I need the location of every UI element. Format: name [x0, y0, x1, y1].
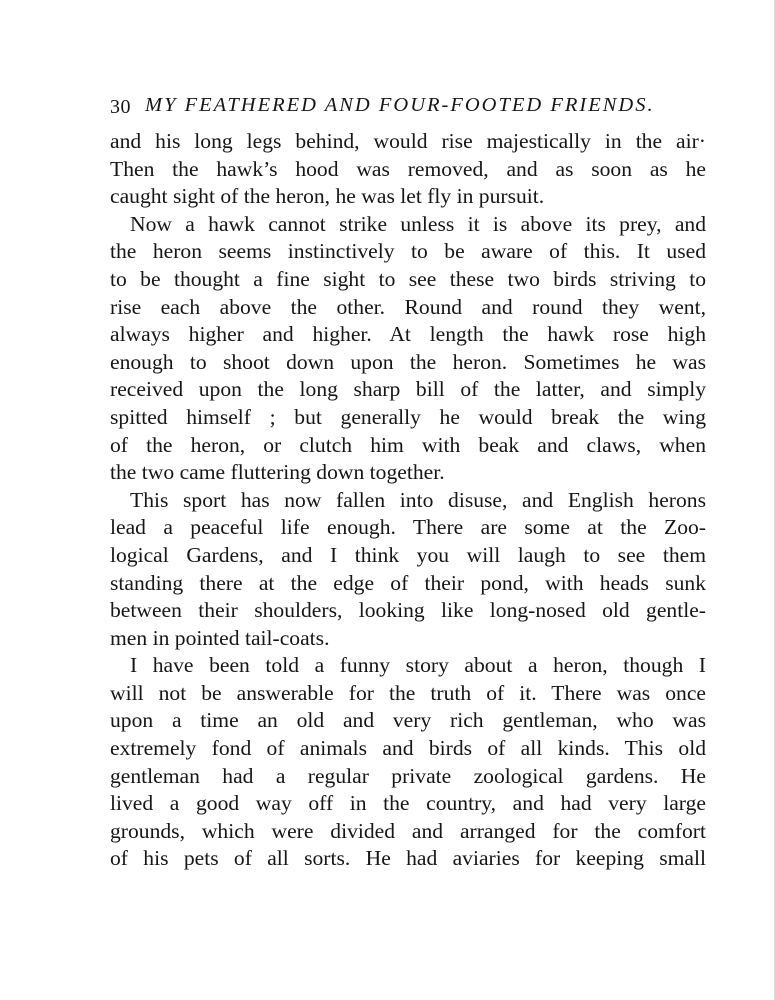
text-line: extremely fond of animals and birds of all kinds. This old — [110, 736, 706, 761]
text-line: Then the hawk’s hood was removed, and as soon as he — [110, 156, 706, 181]
text-line: This sport has now fallen into disuse, and English herons — [130, 487, 706, 512]
text-line: received upon the long sharp bill of the latter, and simply — [110, 377, 706, 402]
running-head: MY FEATHERED AND FOUR-FOOTED FRIENDS. — [145, 94, 655, 116]
text-line: men in pointed tail-coats. — [110, 625, 330, 650]
paragraph — [110, 652, 706, 873]
text-line: Now a hawk cannot strike unless it is above its prey, and — [130, 211, 706, 236]
page-number: 30 — [110, 96, 131, 118]
text-line: upon a time an old and very rich gentleman, who was — [110, 708, 706, 733]
text-line: I have been told a funny story about a heron, though I — [130, 653, 706, 678]
text-line: spitted himself ; but generally he would break the wing — [110, 404, 706, 429]
text-line: between their shoulders, looking like long-nosed old gentle- — [110, 598, 706, 623]
paragraph — [110, 128, 706, 211]
text-line: lived a good way off in the country, and had very large — [110, 791, 706, 816]
text-line: grounds, which were divided and arranged for the comfort — [110, 818, 706, 843]
text-line: the heron seems instinctively to be aware of this. It used — [110, 239, 706, 264]
text-line: always higher and higher. At length the hawk rose high — [110, 322, 706, 347]
text-line: and his long legs behind, would rise majestically in the air· — [110, 129, 706, 153]
text-line: lead a peaceful life enough. There are some at the Zoo- — [110, 515, 706, 540]
text-line: standing there at the edge of their pond, with heads sunk — [110, 570, 706, 595]
text-line: of his pets of all sorts. He had aviaries for keeping small — [110, 846, 706, 871]
text-line: logical Gardens, and I think you will laugh to see them — [110, 542, 706, 567]
text-line: will not be answerable for the truth of it. There was once — [110, 680, 706, 705]
text-line: caught sight of the heron, he was let fly in pursuit. — [110, 184, 545, 209]
page-header — [110, 94, 670, 124]
text-line: of the heron, or clutch him with beak and claws, when — [110, 432, 706, 457]
text-line: rise each above the other. Round and round they went, — [110, 294, 706, 319]
paragraph — [110, 487, 706, 653]
text-line: gentleman had a regular private zoological gardens. He — [110, 763, 706, 788]
paragraph — [110, 211, 706, 487]
text-line: enough to shoot down upon the heron. Sometimes he was — [110, 349, 706, 374]
text-line: the two came fluttering down together. — [110, 460, 445, 485]
body-text — [110, 128, 706, 873]
text-line: to be thought a fine sight to see these two birds striving to — [110, 266, 706, 291]
